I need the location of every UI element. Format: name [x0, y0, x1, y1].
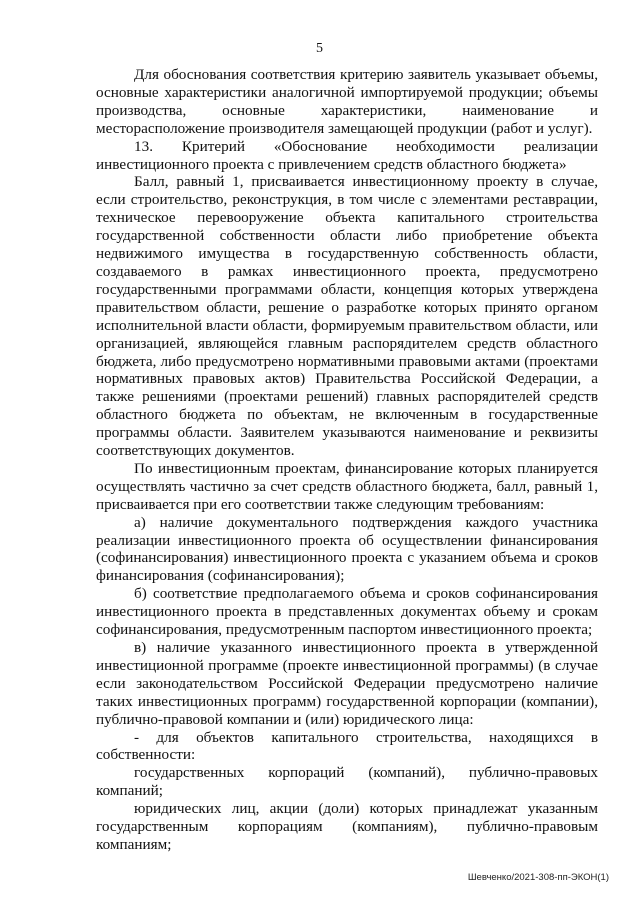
- paragraph-justification-info: Для обоснования соответствия критерию заявитель указывает объемы, основные характеристики аналогичной импортируемой продукции; объемы производства, основные характеристики, наименование и месторасположение производителя замещающей продукции (работ и услуг).: [96, 66, 598, 137]
- paragraph-requirement-b: б) соответствие предполагаемого объема и сроков софинансирования инвестиционного проекта в представленных документах объему и срокам софинансирования, предусмотренным паспортом инвестиционного проекта;: [96, 585, 598, 639]
- paragraph-criterion-13-heading: 13. Критерий «Обоснование необходимости реализации инвестиционного проекта с привлечением средств областного бюджета»: [96, 137, 598, 173]
- paragraph-state-corporations: государственных корпораций (компаний), публично-правовых компаний;: [96, 764, 598, 800]
- paragraph-partial-financing: По инвестиционным проектам, финансирование которых планируется осуществлять частично за счет средств областного бюджета, балл, равный 1, присваивается при его соответствии также следующим требованиям:: [96, 459, 598, 513]
- document-body: [96, 66, 598, 854]
- page-number: 5: [316, 41, 323, 56]
- paragraph-requirement-c: в) наличие указанного инвестиционного проекта в утвержденной инвестиционной программе (проекте инвестиционной программы) (в случае если законодательством Российской Федерации предусмотрено наличие таких инвестиционных программ) государственной корпорации (компании), публично-правовой компании и (или) юридического лица:: [96, 639, 598, 728]
- paragraph-requirement-a: а) наличие документального подтверждения каждого участника реализации инвестиционного проекта об осуществлении финансирования (софинансирования) инвестиционного проекта с указанием объема и сроков финансирования (софинансирования);: [96, 513, 598, 585]
- paragraph-legal-entities: юридических лиц, акции (доли) которых принадлежат указанным государственным корпорациям (компаниям), публично-правовым компаниям;: [96, 800, 598, 853]
- paragraph-score-conditions: Балл, равный 1, присваивается инвестиционному проекту в случае, если строительство, реконструкция, в том числе с элементами реставрации, техническое перевооружение объекта капитального строительства государственной собственности области либо приобретение объекта недвижимого имущества в государственную собственность области, создаваемого в рамках инвестиционного проекта, предусмотрено государственными программами области, концепция которых утверждена правительством области, решение о разработке которых принято органом исполнительной власти области, формируемым правительством области, или организацией, являющейся главным распорядителем средств областного бюджета, либо предусмотрено нормативными правовыми актами (проектами нормативных правовых актов) Правительства Российской Федерации, а также решениями (проектами решений) главных распорядителей средств областного бюджета по объектам, не включенным в государственные программы области. Заявителем указываются наименование и реквизиты соответствующих документов.: [96, 173, 598, 460]
- document-code: Шевченко/2021-308-пп-ЭКОН(1): [467, 872, 609, 883]
- paragraph-capital-objects: - для объектов капитального строительства, находящихся в собственности:: [96, 728, 598, 764]
